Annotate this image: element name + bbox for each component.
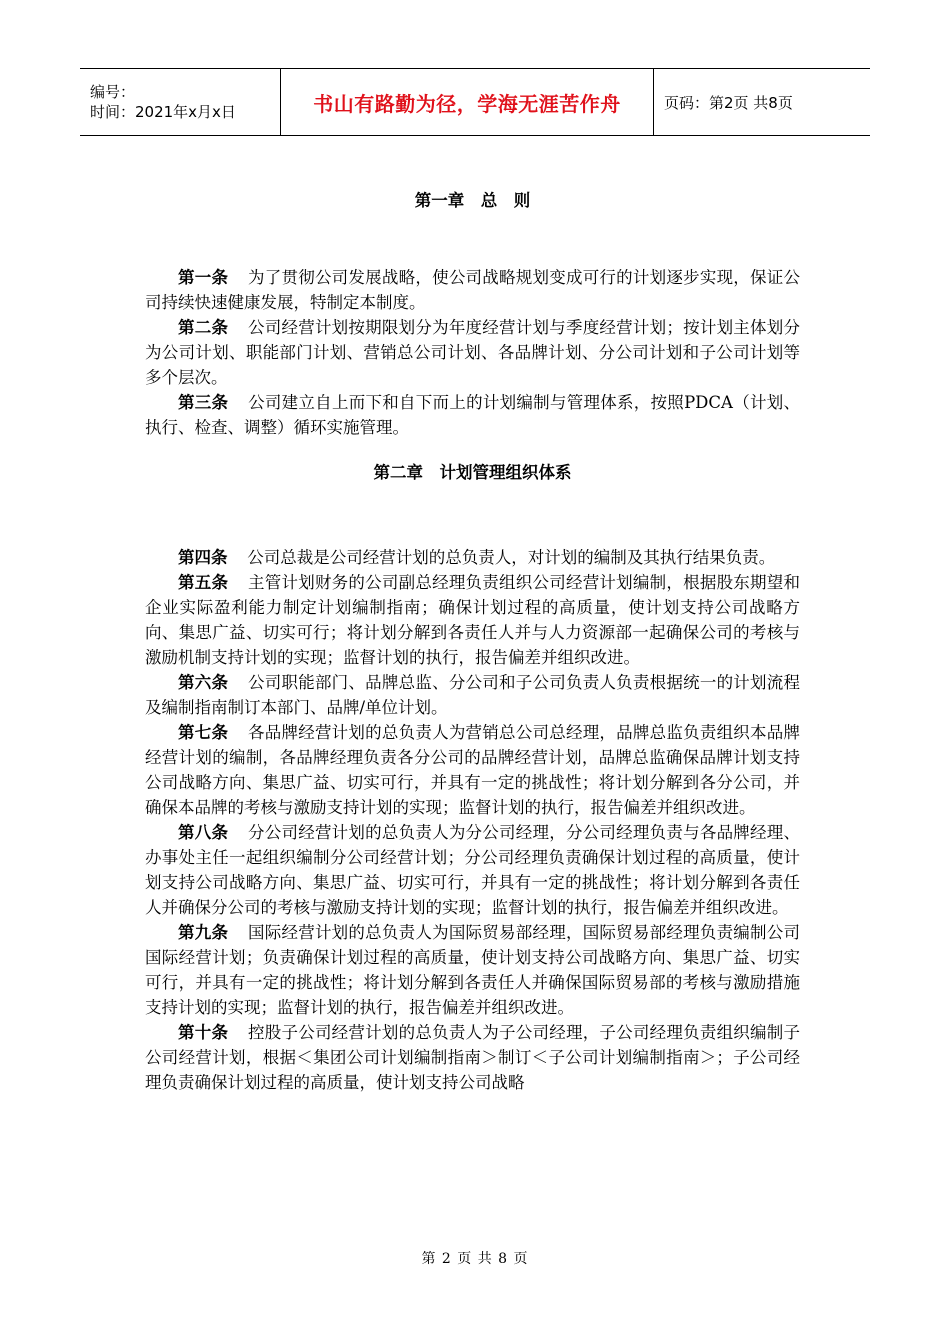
article-text: 公司总裁是公司经营计划的总负责人，对计划的编制及其执行结果负责。 — [247, 548, 776, 567]
chapter-title: 第一章 总 则 — [414, 191, 531, 210]
article — [145, 670, 800, 720]
chapter-title: 第二章 计划管理组织体系 — [373, 463, 572, 482]
article-label: 第十条 — [178, 1023, 229, 1042]
document-number-label: 编号： — [90, 83, 136, 101]
article-label: 第六条 — [178, 673, 229, 692]
article-text: 主管计划财务的公司副总经理负责组织公司经营计划编制，根据股东期望和企业实际盈利能力制定计划编制指南；确保计划过程的高质量，使计划支持公司战略方向、集思广益、切实可行；将计划分解到各责任人并与人力资源部一起确保公司的考核与激励机制支持计划的实现；监督计划的执行，报告偏差并组织改进。 — [145, 573, 800, 667]
page-footer: 第 2 页 共 8 页 — [421, 1251, 529, 1267]
article-text: 控股子公司经营计划的总负责人为子公司经理，子公司经理负责组织编制子公司经营计划，根据＜集团公司计划编制指南＞制订＜子公司计划编制指南＞；子公司经理负责确保计划过程的高质量，使计划支持公司战略 — [145, 1023, 800, 1092]
article — [145, 315, 800, 390]
article-label: 第二条 — [178, 318, 229, 337]
article-label: 第四条 — [178, 548, 228, 567]
article-label: 第五条 — [178, 573, 229, 592]
article — [145, 390, 800, 440]
article-label: 第三条 — [178, 393, 229, 412]
article — [145, 720, 800, 820]
header-page-info: 页码：第2页 共8页 — [664, 93, 793, 112]
article-text: 分公司经营计划的总负责人为分公司经理，分公司经理负责与各品牌经理、办事处主任一起组织编制分公司经营计划；分公司经理负责确保计划过程的高质量，使计划支持公司战略方向、集思广益、切实可行，并具有一定的挑战性；将计划分解到各责任人并确保分公司的考核与激励支持计划的实现；监督计划的执行，报告偏差并组织改进。 — [145, 823, 800, 917]
article — [145, 570, 800, 670]
article-text: 公司经营计划按期限划分为年度经营计划与季度经营计划；按计划主体划分为公司计划、职能部门计划、营销总公司计划、各品牌计划、分公司计划和子公司计划等多个层次。 — [145, 318, 800, 387]
article-label: 第七条 — [178, 723, 229, 742]
article — [145, 1020, 800, 1095]
article-label: 第九条 — [178, 923, 229, 942]
article — [145, 265, 800, 315]
article-text: 公司职能部门、品牌总监、分公司和子公司负责人负责根据统一的计划流程及编制指南制订本部门、品牌/单位计划。 — [145, 673, 800, 717]
document-body — [145, 180, 800, 1095]
header-motto: 书山有路勤为径，学海无涯苦作舟 — [280, 69, 654, 135]
article — [145, 545, 800, 570]
article-label: 第八条 — [178, 823, 229, 842]
article-text: 为了贯彻公司发展战略，使公司战略规划变成可行的计划逐步实现，保证公司持续快速健康发展，特制定本制度。 — [145, 268, 800, 312]
article-text: 公司建立自上而下和自下而上的计划编制与管理体系，按照PDCA（计划、执行、检查、调整）循环实施管理。 — [145, 393, 801, 437]
page-header — [80, 68, 870, 136]
article — [145, 920, 800, 1020]
header-meta — [80, 69, 280, 135]
document-date: 时间：2021年x月x日 — [90, 103, 236, 121]
article — [145, 820, 800, 920]
article-text: 各品牌经营计划的总负责人为营销总公司总经理，品牌总监负责组织本品牌经营计划的编制，各品牌经理负责各分公司的品牌经营计划，品牌总监确保品牌计划支持公司战略方向、集思广益、切实可行，并具有一定的挑战性；将计划分解到各分公司，并确保本品牌的考核与激励支持计划的实现；监督计划的执行，报告偏差并组织改进。 — [145, 723, 800, 817]
article-text: 国际经营计划的总负责人为国际贸易部经理，国际贸易部经理负责编制公司国际经营计划；负责确保计划过程的高质量，使计划支持公司战略方向、集思广益、切实可行，并具有一定的挑战性；将计划分解到各责任人并确保国际贸易部的考核与激励措施支持计划的实现；监督计划的执行，报告偏差并组织改进。 — [145, 923, 800, 1017]
article-label: 第一条 — [178, 268, 229, 287]
